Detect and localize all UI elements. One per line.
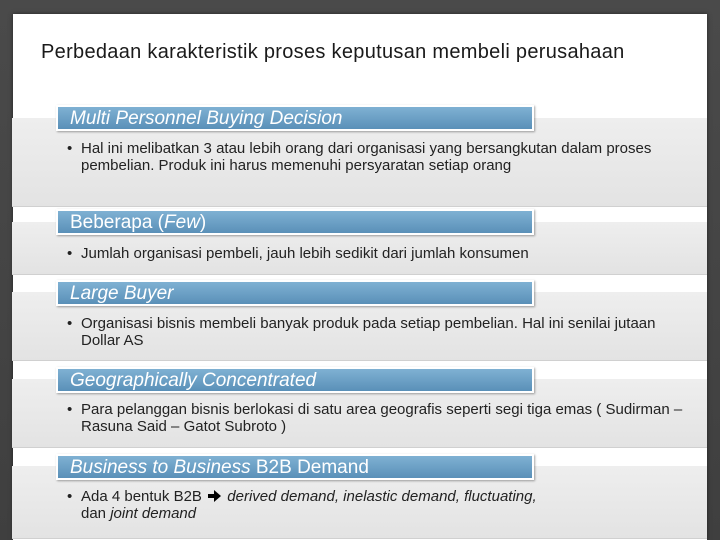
- section-5-bullet-text: [81, 488, 687, 522]
- section-1-bullet-text: Hal ini melibatkan 3 atau lebih orang dari organisasi yang bersangkutan dalam proses pembelian. Produk ini harus memenuhi persyaratan setiap orang: [81, 140, 652, 174]
- section-2-header-post: ): [199, 212, 207, 233]
- section-5-header-label: [70, 457, 369, 479]
- section-5-bullet-em2: joint demand: [110, 505, 197, 522]
- bullet-dot: •: [67, 401, 73, 418]
- section-5-header-post: B2B Demand: [250, 457, 369, 478]
- section-5-header: [56, 454, 534, 480]
- section-3-bullet-text: Organisasi bisnis membeli banyak produk pada setiap pembelian. Hal ini senilai jutaan Dollar AS: [81, 315, 656, 349]
- section-1-header-label: Multi Personnel Buying Decision: [70, 108, 343, 129]
- section-4-header: [56, 367, 534, 393]
- bullet-dot: •: [67, 315, 73, 332]
- section-1-header: [56, 105, 534, 131]
- section-2-bullet-text: Jumlah organisasi pembeli, jauh lebih sedikit dari jumlah konsumen: [81, 245, 529, 262]
- section-5-bullet-em1: derived demand, inelastic demand, fluctuating,: [227, 488, 537, 505]
- bullet-dot: •: [67, 488, 73, 505]
- section-3-header: [56, 280, 534, 306]
- slide-title: Perbedaan karakteristik proses keputusan membeli perusahaan: [41, 41, 625, 63]
- section-5-bullet-pre: Ada 4 bentuk B2B: [81, 488, 202, 505]
- section-2-header-pre: Beberapa (: [70, 212, 165, 233]
- section-1-bullet: [67, 140, 687, 174]
- section-3-header-label: Large Buyer: [70, 283, 174, 304]
- section-2-bullet: [67, 245, 687, 262]
- section-5-bullet: [67, 488, 687, 522]
- section-4-bullet-text: Para pelanggan bisnis berlokasi di satu area geografis seperti segi tiga emas ( Sudirman – Rasuna Said – Gatot Subroto ): [81, 401, 683, 435]
- section-5-header-em: Business to Business: [70, 457, 251, 478]
- bullet-dot: •: [67, 140, 73, 157]
- bullet-dot: •: [67, 245, 73, 262]
- section-2-header: [56, 209, 534, 235]
- section-5-bullet-mid: dan: [81, 505, 111, 522]
- section-2-header-label: [70, 212, 206, 234]
- arrow-right-icon: [208, 490, 221, 502]
- section-2-header-em: Few: [164, 212, 200, 233]
- section-3-bullet: [67, 315, 687, 349]
- section-4-header-label: Geographically Concentrated: [70, 370, 317, 391]
- section-4-bullet: [67, 401, 687, 435]
